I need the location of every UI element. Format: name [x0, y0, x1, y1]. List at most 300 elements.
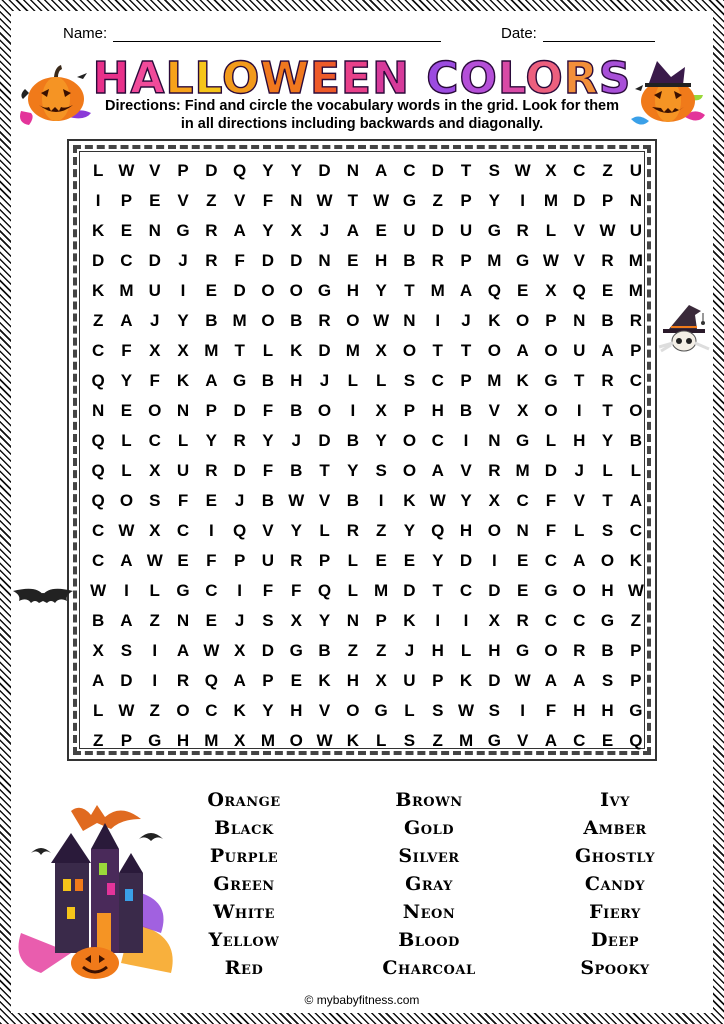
grid-cell[interactable]: Y	[262, 161, 274, 180]
grid-cell[interactable]: U	[403, 221, 416, 240]
grid-cell[interactable]: V	[488, 401, 500, 420]
grid-cell[interactable]: H	[573, 431, 586, 450]
grid-cell[interactable]: J	[178, 251, 188, 270]
grid-cell[interactable]: Y	[120, 371, 133, 390]
grid-cell[interactable]: G	[402, 191, 417, 210]
grid-cell[interactable]: R	[205, 221, 218, 240]
grid-cell[interactable]: T	[432, 341, 443, 360]
grid-cell[interactable]: K	[403, 611, 416, 630]
grid-cell[interactable]: D	[205, 161, 218, 180]
grid-cell[interactable]: L	[375, 731, 387, 750]
grid-cell[interactable]: T	[602, 491, 613, 510]
grid-cell[interactable]: T	[460, 341, 472, 360]
grid-cell[interactable]: N	[346, 161, 359, 180]
grid-cell[interactable]: O	[289, 281, 303, 300]
grid-cell[interactable]: L	[319, 521, 330, 540]
grid-cell[interactable]: G	[516, 641, 530, 660]
grid-cell[interactable]: H	[346, 281, 359, 300]
grid-cell[interactable]: D	[488, 581, 501, 600]
grid-cell[interactable]: B	[601, 641, 614, 660]
grid-cell[interactable]: Y	[403, 521, 416, 540]
grid-cell[interactable]: P	[460, 371, 472, 390]
grid-cell[interactable]: H	[290, 701, 303, 720]
grid-cell[interactable]: Z	[630, 611, 642, 630]
grid-cell[interactable]: G	[516, 431, 530, 450]
grid-cell[interactable]: Z	[347, 641, 359, 660]
grid-cell[interactable]: O	[148, 401, 162, 420]
grid-cell[interactable]: A	[544, 731, 558, 750]
grid-cell[interactable]: G	[176, 221, 190, 240]
grid-cell[interactable]: O	[176, 701, 190, 720]
grid-cell[interactable]: W	[542, 251, 559, 270]
grid-cell[interactable]: B	[290, 311, 303, 330]
grid-cell[interactable]: U	[459, 221, 473, 240]
grid-cell[interactable]: X	[290, 611, 302, 630]
grid-cell[interactable]: U	[403, 671, 416, 690]
grid-cell[interactable]: B	[346, 491, 359, 510]
grid-cell[interactable]: X	[488, 491, 500, 510]
grid-cell[interactable]: I	[463, 611, 469, 630]
grid-cell[interactable]: R	[431, 251, 444, 270]
grid-cell[interactable]: Z	[602, 161, 613, 180]
grid-cell[interactable]: D	[120, 671, 133, 690]
grid-cell[interactable]: H	[488, 641, 501, 660]
grid-cell[interactable]: E	[120, 401, 133, 420]
grid-cell[interactable]: O	[600, 551, 615, 570]
grid-cell[interactable]: K	[346, 731, 359, 750]
grid-cell[interactable]: W	[514, 161, 531, 180]
grid-cell[interactable]: H	[459, 521, 473, 540]
grid-cell[interactable]: C	[459, 581, 473, 600]
grid-cell[interactable]: D	[544, 461, 558, 480]
grid-cell[interactable]: B	[459, 401, 473, 420]
grid-cell[interactable]: F	[262, 191, 274, 210]
grid-cell[interactable]: N	[629, 191, 642, 210]
grid-cell[interactable]: V	[573, 491, 585, 510]
grid-cell[interactable]: F	[262, 401, 274, 420]
grid-cell[interactable]: S	[403, 731, 416, 750]
grid-cell[interactable]: L	[347, 371, 359, 390]
grid-cell[interactable]: O	[289, 731, 303, 750]
grid-cell[interactable]: I	[435, 611, 441, 630]
grid-cell[interactable]: A	[573, 671, 586, 690]
grid-cell[interactable]: V	[177, 191, 189, 210]
grid-cell[interactable]: D	[488, 671, 501, 690]
grid-cell[interactable]: E	[290, 671, 302, 690]
grid-cell[interactable]: Y	[347, 461, 359, 480]
grid-cell[interactable]: V	[233, 191, 246, 210]
grid-cell[interactable]: O	[544, 341, 558, 360]
grid-cell[interactable]: Z	[375, 641, 387, 660]
grid-cell[interactable]: C	[92, 521, 105, 540]
grid-cell[interactable]: L	[347, 581, 359, 600]
grid-cell[interactable]: F	[545, 701, 557, 720]
date-field[interactable]	[501, 25, 655, 42]
grid-cell[interactable]: C	[573, 731, 586, 750]
grid-cell[interactable]: Z	[206, 191, 217, 210]
grid-cell[interactable]: M	[515, 461, 530, 480]
grid-cell[interactable]: K	[290, 341, 303, 360]
grid-cell[interactable]: L	[92, 161, 104, 180]
grid-cell[interactable]: R	[629, 311, 642, 330]
grid-cell[interactable]: Y	[375, 281, 387, 300]
grid-cell[interactable]: A	[375, 161, 388, 180]
grid-cell[interactable]: Q	[317, 581, 332, 600]
grid-cell[interactable]: A	[459, 281, 473, 300]
grid-cell[interactable]: H	[375, 251, 388, 270]
grid-cell[interactable]: E	[120, 221, 133, 240]
grid-cell[interactable]: L	[149, 581, 160, 600]
grid-cell[interactable]: Z	[149, 701, 160, 720]
grid-cell[interactable]: Y	[262, 431, 274, 450]
grid-cell[interactable]: U	[176, 461, 190, 480]
grid-cell[interactable]: O	[119, 491, 134, 510]
grid-cell[interactable]: J	[150, 311, 160, 330]
grid-cell[interactable]: R	[488, 461, 501, 480]
grid-cell[interactable]: X	[149, 521, 161, 540]
grid-cell[interactable]: M	[487, 251, 502, 270]
grid-cell[interactable]: Y	[601, 431, 614, 450]
grid-cell[interactable]: U	[573, 341, 586, 360]
grid-cell[interactable]: C	[148, 431, 161, 450]
grid-cell[interactable]: C	[573, 161, 586, 180]
grid-cell[interactable]: R	[516, 221, 529, 240]
grid-cell[interactable]: B	[261, 491, 275, 510]
grid-cell[interactable]: R	[205, 461, 218, 480]
grid-cell[interactable]: H	[573, 701, 586, 720]
grid-cell[interactable]: A	[92, 671, 105, 690]
grid-cell[interactable]: M	[119, 281, 134, 300]
grid-cell[interactable]: E	[516, 551, 529, 570]
grid-cell[interactable]: M	[232, 311, 247, 330]
grid-cell[interactable]: E	[347, 251, 359, 270]
grid-cell[interactable]: O	[402, 461, 417, 480]
grid-cell[interactable]: E	[205, 281, 217, 300]
grid-cell[interactable]: E	[375, 221, 387, 240]
grid-cell[interactable]: W	[90, 581, 107, 600]
grid-cell[interactable]: Q	[91, 491, 105, 510]
grid-cell[interactable]: R	[233, 431, 246, 450]
grid-cell[interactable]: S	[375, 461, 387, 480]
grid-cell[interactable]: C	[431, 371, 444, 390]
grid-cell[interactable]: P	[460, 251, 472, 270]
grid-cell[interactable]: A	[120, 611, 133, 630]
grid-cell[interactable]: K	[92, 221, 105, 240]
grid-cell[interactable]: D	[261, 251, 275, 270]
grid-cell[interactable]: W	[203, 641, 220, 660]
grid-cell[interactable]: I	[491, 551, 497, 570]
grid-cell[interactable]: Y	[262, 221, 274, 240]
grid-cell[interactable]: G	[544, 581, 558, 600]
grid-cell[interactable]: K	[176, 371, 190, 390]
grid-cell[interactable]: V	[149, 161, 161, 180]
grid-cell[interactable]: H	[431, 401, 444, 420]
grid-cell[interactable]: C	[205, 701, 218, 720]
grid-cell[interactable]: B	[205, 311, 218, 330]
grid-cell[interactable]: S	[601, 521, 614, 540]
grid-cell[interactable]: W	[316, 731, 333, 750]
grid-cell[interactable]: J	[319, 371, 330, 390]
grid-cell[interactable]: B	[629, 431, 642, 450]
grid-cell[interactable]: O	[261, 281, 275, 300]
grid-cell[interactable]: Z	[92, 731, 104, 750]
grid-cell[interactable]: I	[124, 581, 129, 600]
grid-cell[interactable]: H	[290, 371, 303, 390]
grid-cell[interactable]: L	[404, 701, 415, 720]
grid-cell[interactable]: O	[572, 581, 586, 600]
grid-cell[interactable]: W	[288, 491, 305, 510]
grid-cell[interactable]: X	[149, 341, 161, 360]
grid-cell[interactable]: I	[520, 191, 525, 210]
grid-cell[interactable]: W	[316, 191, 333, 210]
grid-cell[interactable]: O	[346, 701, 360, 720]
grid-cell[interactable]: D	[403, 581, 416, 600]
grid-cell[interactable]: I	[435, 311, 441, 330]
grid-cell[interactable]: D	[148, 251, 161, 270]
name-field[interactable]	[63, 25, 441, 42]
grid-cell[interactable]: S	[488, 161, 500, 180]
grid-cell[interactable]: F	[177, 491, 189, 510]
grid-cell[interactable]: N	[488, 431, 501, 450]
grid-cell[interactable]: P	[630, 671, 642, 690]
grid-cell[interactable]: D	[318, 431, 331, 450]
grid-cell[interactable]: V	[460, 461, 472, 480]
grid-cell[interactable]: A	[205, 371, 218, 390]
grid-cell[interactable]: A	[544, 671, 558, 690]
grid-cell[interactable]: X	[488, 611, 500, 630]
grid-cell[interactable]: Q	[572, 281, 586, 300]
grid-cell[interactable]: J	[234, 611, 245, 630]
grid-cell[interactable]: O	[544, 401, 558, 420]
grid-cell[interactable]: E	[205, 611, 217, 630]
grid-cell[interactable]: G	[600, 611, 615, 630]
grid-cell[interactable]: S	[488, 701, 500, 720]
grid-cell[interactable]: A	[629, 491, 642, 510]
grid-cell[interactable]: V	[262, 521, 274, 540]
grid-cell[interactable]: P	[630, 641, 642, 660]
grid-cell[interactable]: F	[234, 251, 245, 270]
grid-cell[interactable]: G	[289, 641, 303, 660]
grid-cell[interactable]: A	[176, 641, 190, 660]
grid-cell[interactable]: R	[318, 311, 331, 330]
grid-cell[interactable]: G	[176, 581, 190, 600]
grid-cell[interactable]: T	[460, 161, 472, 180]
grid-cell[interactable]: D	[290, 251, 303, 270]
grid-cell[interactable]: E	[149, 191, 161, 210]
grid-cell[interactable]: A	[516, 341, 529, 360]
grid-cell[interactable]: X	[375, 341, 387, 360]
grid-cell[interactable]: W	[373, 311, 390, 330]
grid-cell[interactable]: R	[176, 671, 190, 690]
grid-cell[interactable]: R	[601, 371, 614, 390]
grid-cell[interactable]: N	[346, 611, 359, 630]
grid-cell[interactable]: R	[346, 521, 359, 540]
grid-cell[interactable]: U	[148, 281, 161, 300]
grid-cell[interactable]: S	[149, 491, 161, 510]
grid-cell[interactable]: O	[402, 341, 417, 360]
grid-cell[interactable]: M	[458, 731, 474, 750]
grid-cell[interactable]: M	[487, 371, 502, 390]
grid-cell[interactable]: N	[176, 611, 190, 630]
grid-cell[interactable]: C	[431, 431, 444, 450]
grid-cell[interactable]: S	[120, 641, 133, 660]
grid-cell[interactable]: A	[120, 311, 133, 330]
grid-cell[interactable]: D	[573, 191, 586, 210]
grid-cell[interactable]: K	[516, 371, 529, 390]
grid-cell[interactable]: C	[92, 341, 105, 360]
grid-cell[interactable]: Q	[204, 671, 218, 690]
grid-cell[interactable]: P	[460, 191, 472, 210]
grid-cell[interactable]: L	[121, 461, 132, 480]
grid-cell[interactable]: K	[318, 671, 331, 690]
grid-cell[interactable]: J	[461, 311, 471, 330]
grid-cell[interactable]: C	[92, 551, 105, 570]
grid-cell[interactable]: B	[318, 641, 331, 660]
grid-cell[interactable]: P	[205, 401, 217, 420]
grid-cell[interactable]: N	[290, 191, 303, 210]
grid-cell[interactable]: L	[347, 551, 359, 570]
grid-cell[interactable]: Q	[91, 431, 105, 450]
grid-cell[interactable]: G	[487, 221, 501, 240]
grid-cell[interactable]: R	[205, 251, 218, 270]
grid-cell[interactable]: G	[317, 281, 332, 300]
grid-cell[interactable]: P	[403, 401, 416, 420]
grid-cell[interactable]: M	[430, 281, 445, 300]
grid-cell[interactable]: H	[176, 731, 190, 750]
grid-cell[interactable]: J	[574, 461, 584, 480]
grid-cell[interactable]: J	[291, 431, 301, 450]
grid-cell[interactable]: S	[432, 701, 444, 720]
grid-cell[interactable]: L	[460, 641, 472, 660]
grid-cell[interactable]: X	[545, 161, 557, 180]
grid-cell[interactable]: C	[544, 611, 558, 630]
grid-cell[interactable]: I	[463, 431, 469, 450]
grid-cell[interactable]: I	[237, 581, 242, 600]
grid-cell[interactable]: R	[601, 251, 614, 270]
grid-cell[interactable]: C	[629, 521, 642, 540]
grid-cell[interactable]: S	[262, 611, 274, 630]
grid-cell[interactable]: Z	[149, 611, 160, 630]
grid-cell[interactable]: B	[290, 461, 303, 480]
grid-cell[interactable]: P	[120, 731, 133, 750]
grid-cell[interactable]: E	[403, 551, 416, 570]
grid-cell[interactable]: T	[319, 461, 330, 480]
grid-cell[interactable]: D	[318, 161, 331, 180]
grid-cell[interactable]: X	[290, 221, 302, 240]
grid-cell[interactable]: E	[177, 551, 189, 570]
grid-cell[interactable]: C	[629, 371, 642, 390]
grid-cell[interactable]: K	[629, 551, 642, 570]
grid-cell[interactable]: I	[152, 671, 158, 690]
grid-cell[interactable]: X	[233, 641, 246, 660]
grid-cell[interactable]: L	[92, 701, 104, 720]
grid-cell[interactable]: E	[375, 551, 387, 570]
grid-cell[interactable]: O	[346, 311, 360, 330]
grid-cell[interactable]: I	[180, 281, 186, 300]
grid-cell[interactable]: O	[629, 401, 643, 420]
grid-cell[interactable]: Q	[629, 731, 643, 750]
grid-cell[interactable]: Y	[290, 521, 302, 540]
grid-cell[interactable]: W	[627, 581, 644, 600]
grid-cell[interactable]: X	[375, 401, 387, 420]
grid-cell[interactable]: P	[233, 551, 246, 570]
grid-cell[interactable]: W	[514, 671, 531, 690]
grid-cell[interactable]: I	[95, 191, 101, 210]
grid-cell[interactable]: A	[346, 221, 359, 240]
grid-cell[interactable]: Y	[177, 311, 189, 330]
grid-cell[interactable]: Y	[460, 491, 472, 510]
grid-cell[interactable]: O	[544, 641, 558, 660]
grid-cell[interactable]: W	[458, 701, 475, 720]
grid-cell[interactable]: K	[459, 671, 473, 690]
grid-cell[interactable]: C	[120, 251, 133, 270]
grid-cell[interactable]: B	[261, 371, 275, 390]
grid-cell[interactable]: J	[404, 641, 415, 660]
grid-cell[interactable]: X	[375, 671, 387, 690]
grid-cell[interactable]: R	[573, 641, 586, 660]
grid-cell[interactable]: Y	[318, 611, 331, 630]
grid-cell[interactable]: D	[431, 161, 444, 180]
grid-cell[interactable]: E	[601, 281, 614, 300]
grid-cell[interactable]: B	[403, 251, 416, 270]
grid-cell[interactable]: Y	[205, 431, 217, 450]
grid-cell[interactable]: I	[208, 521, 214, 540]
grid-cell[interactable]: Y	[375, 431, 387, 450]
grid-cell[interactable]: K	[92, 281, 105, 300]
grid-cell[interactable]: P	[432, 671, 444, 690]
grid-cell[interactable]: Z	[375, 521, 387, 540]
grid-cell[interactable]: L	[574, 521, 585, 540]
grid-cell[interactable]: Q	[233, 521, 247, 540]
grid-cell[interactable]: D	[92, 251, 105, 270]
grid-cell[interactable]: H	[346, 671, 359, 690]
grid-cell[interactable]: D	[233, 401, 246, 420]
name-line[interactable]	[113, 27, 441, 42]
grid-cell[interactable]: T	[574, 371, 585, 390]
grid-cell[interactable]: W	[373, 191, 390, 210]
grid-cell[interactable]: F	[545, 491, 557, 510]
grid-cell[interactable]: K	[233, 701, 246, 720]
grid-cell[interactable]: L	[121, 431, 132, 450]
grid-cell[interactable]: U	[629, 161, 642, 180]
grid-cell[interactable]: P	[375, 611, 387, 630]
grid-cell[interactable]: B	[290, 401, 303, 420]
grid-cell[interactable]: L	[177, 431, 189, 450]
grid-cell[interactable]: F	[262, 461, 274, 480]
grid-cell[interactable]: Z	[432, 191, 443, 210]
grid-cell[interactable]: I	[520, 701, 525, 720]
grid-cell[interactable]: T	[404, 281, 415, 300]
grid-cell[interactable]: H	[601, 701, 614, 720]
grid-cell[interactable]: O	[402, 431, 417, 450]
grid-cell[interactable]: P	[545, 311, 557, 330]
grid-cell[interactable]: D	[459, 551, 473, 570]
grid-cell[interactable]: L	[262, 341, 274, 360]
grid-cell[interactable]: J	[319, 221, 330, 240]
grid-cell[interactable]: Q	[431, 521, 445, 540]
grid-cell[interactable]: X	[545, 281, 557, 300]
grid-cell[interactable]: A	[431, 461, 444, 480]
grid-cell[interactable]: V	[516, 731, 529, 750]
grid-cell[interactable]: F	[149, 371, 160, 390]
grid-cell[interactable]: T	[432, 581, 443, 600]
grid-cell[interactable]: G	[487, 731, 501, 750]
grid-cell[interactable]: I	[152, 641, 158, 660]
grid-cell[interactable]: X	[516, 401, 529, 420]
grid-cell[interactable]: C	[403, 161, 416, 180]
grid-cell[interactable]: V	[573, 221, 585, 240]
grid-cell[interactable]: P	[318, 551, 331, 570]
